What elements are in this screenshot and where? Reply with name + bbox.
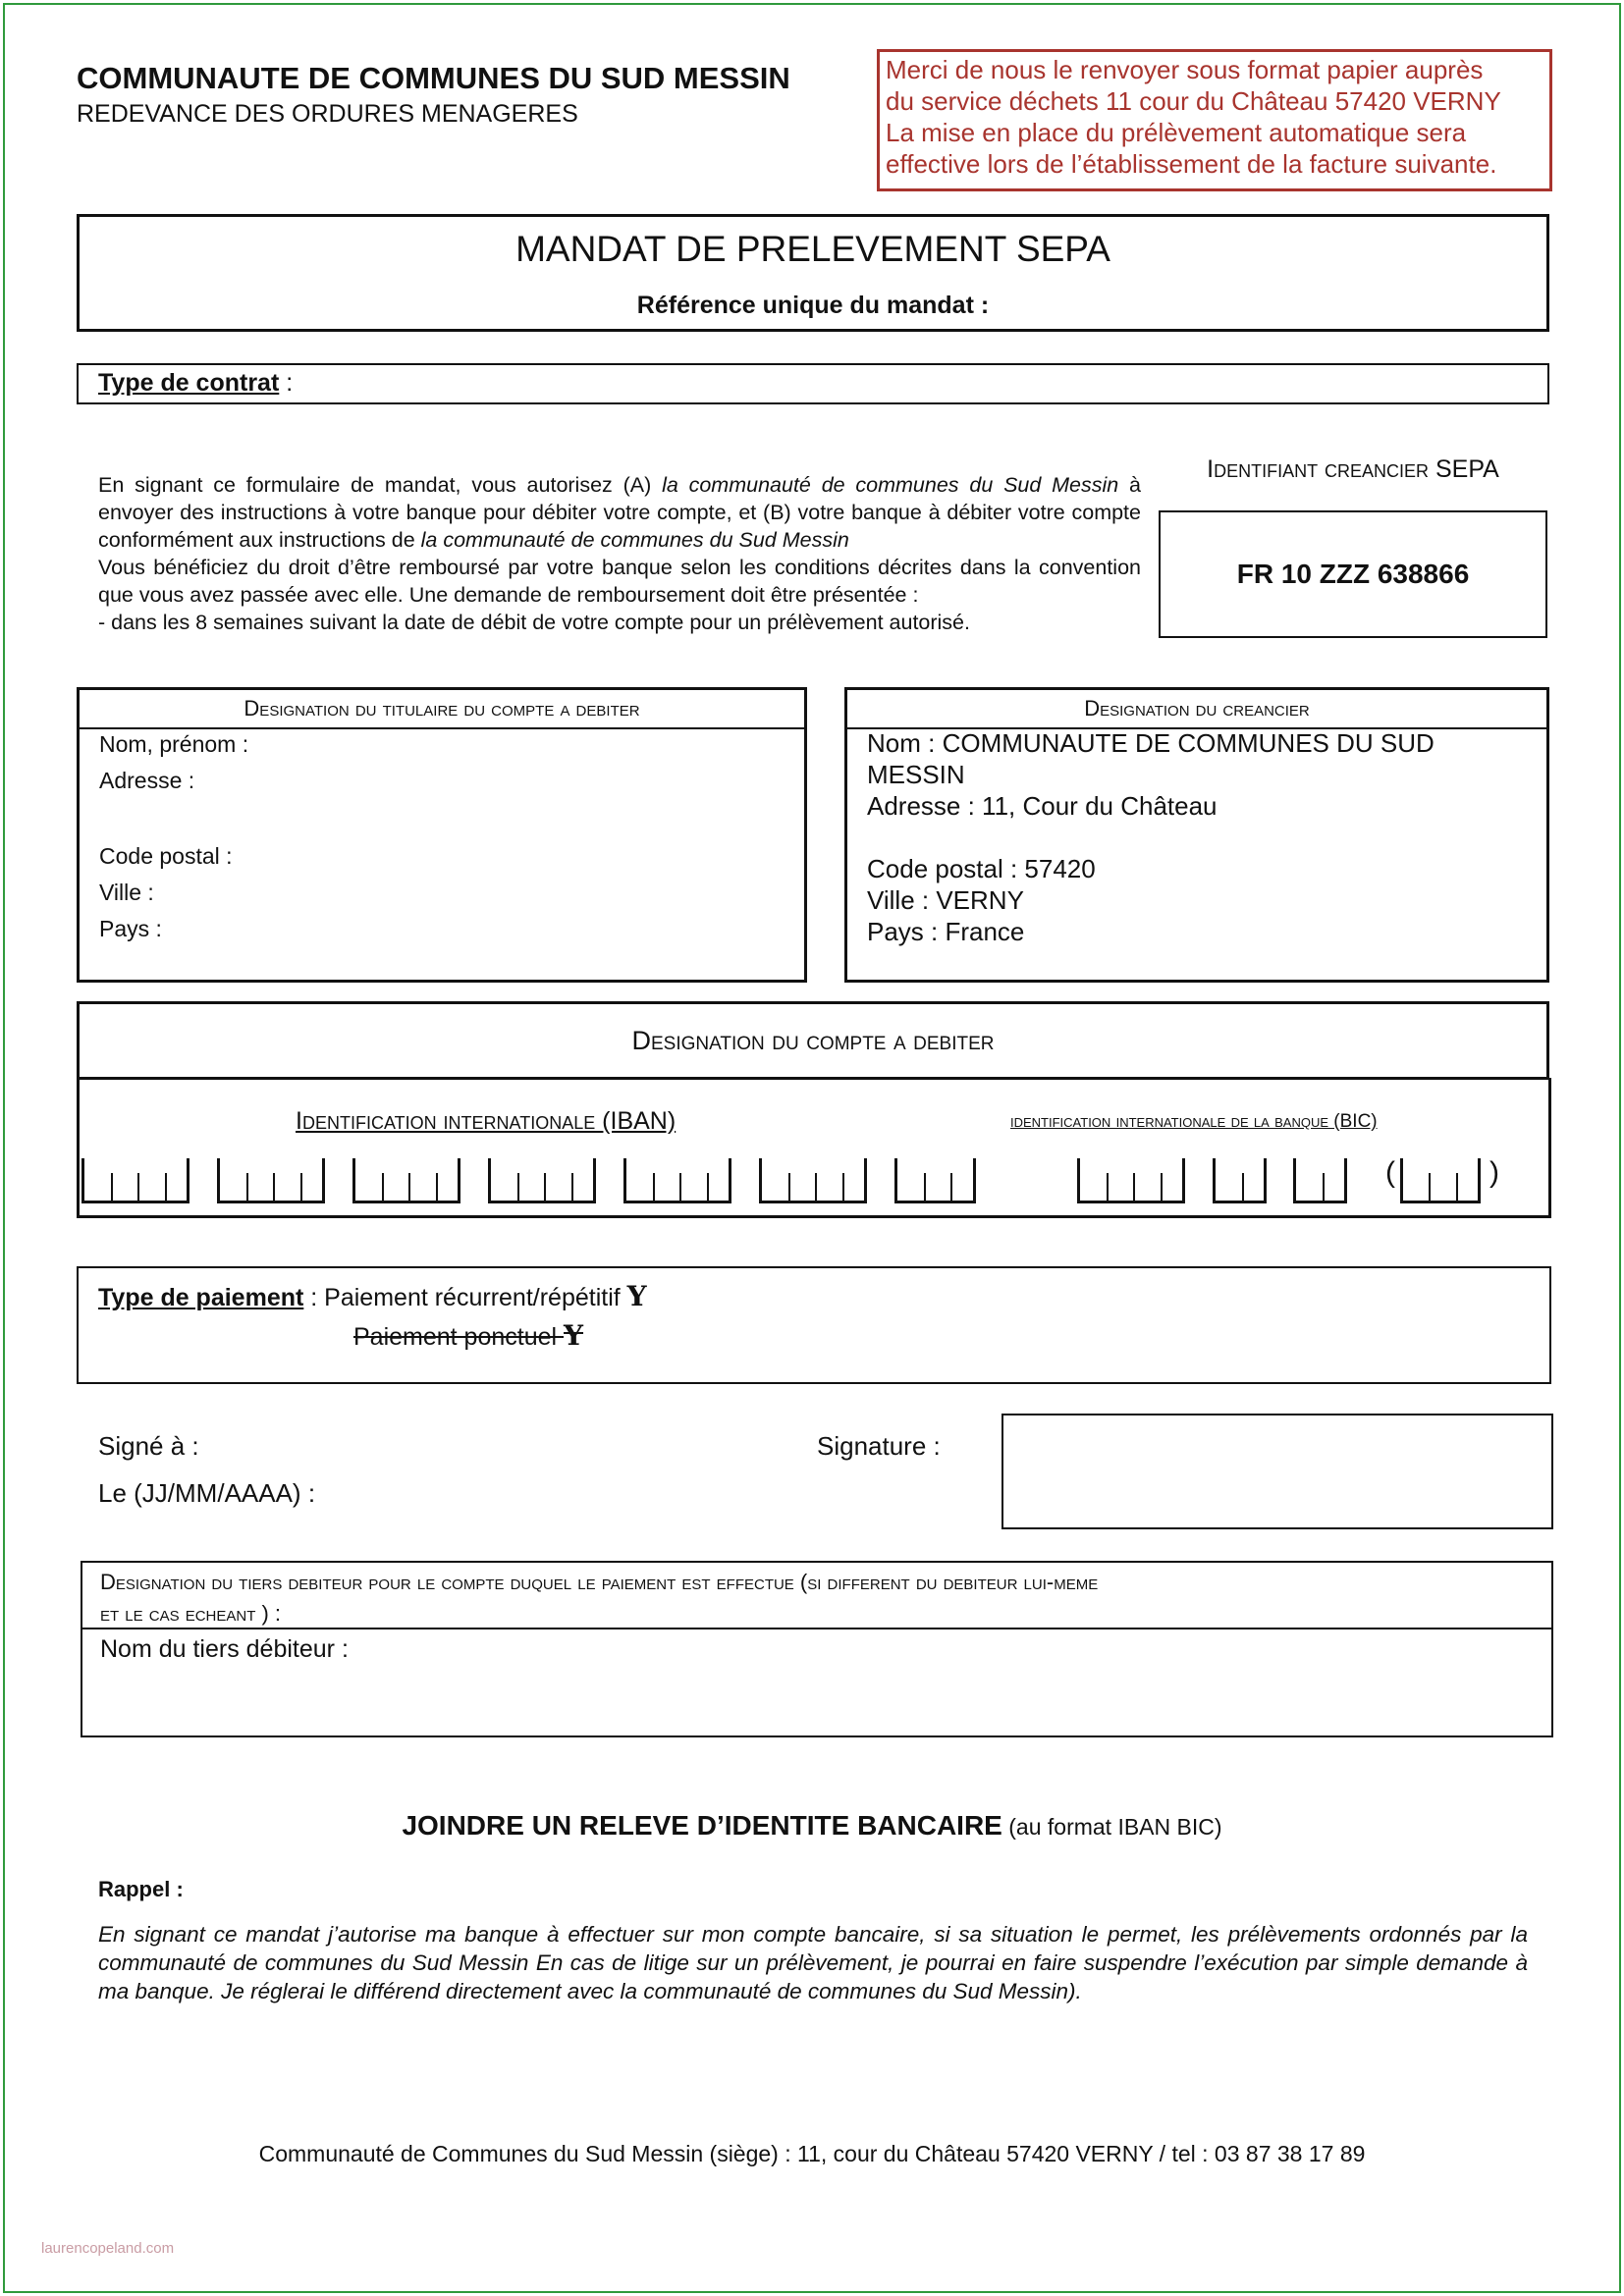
reminder-label: Rappel : bbox=[98, 1877, 184, 1901]
footer-address: Communauté de Communes du Sud Messin (siège) : 11, cour du Château 57420 VERNY / tel : 03 87 38 17 89 bbox=[258, 2141, 1366, 2166]
char-cell-group[interactable] bbox=[623, 1158, 731, 1203]
creditor-heading: Designation du creancier bbox=[847, 690, 1546, 729]
char-cell-divider bbox=[653, 1173, 655, 1201]
intro-creditor-name: la communauté de communes du Sud Messin bbox=[420, 528, 849, 552]
char-cell-group[interactable] bbox=[352, 1158, 460, 1203]
signature-box[interactable] bbox=[1001, 1414, 1553, 1529]
reminder-text: En signant ce mandat j’autorise ma banque à effectuer sur mon compte bancaire, si sa situation le permet, les prélèvements ordonnés par la communauté de communes du Sud Messin En cas de litige sur un prélèvement, je pourrai en faire suspendre l’exécution par simple demande à ma banque. Je réglerai le différend directement avec la communauté de communes du Sud Messin). bbox=[98, 1922, 1528, 2003]
third-party-heading-line: et le cas echeant ) : bbox=[100, 1601, 282, 1626]
payment-type-colon: : bbox=[303, 1284, 325, 1311]
payment-oneoff-label: Paiement ponctuel bbox=[353, 1323, 565, 1351]
creditor-postcode: Code postal : 57420 bbox=[867, 854, 1096, 883]
creditor-country: Pays : France bbox=[867, 917, 1025, 946]
creditor-address: Adresse : 11, Cour du Château bbox=[867, 791, 1218, 821]
char-cell-group[interactable] bbox=[1213, 1158, 1267, 1203]
char-cell-divider bbox=[111, 1173, 113, 1201]
char-cell-divider bbox=[1107, 1173, 1109, 1201]
char-cell-divider bbox=[842, 1173, 844, 1201]
char-cell-divider bbox=[950, 1173, 952, 1201]
creditor-name: Nom : COMMUNAUTE DE COMMUNES DU SUD bbox=[867, 728, 1435, 758]
char-cell-divider bbox=[544, 1173, 546, 1201]
notice-line: effective lors de l’établissement de la facture suivante. bbox=[886, 149, 1497, 179]
creditor-section bbox=[844, 687, 1549, 983]
contract-type-colon: : bbox=[279, 369, 294, 397]
intro-text: En signant ce formulaire de mandat, vous autorisez (A) bbox=[98, 473, 663, 497]
char-cell-group[interactable] bbox=[1400, 1158, 1481, 1203]
third-party-section bbox=[81, 1561, 1553, 1737]
signature-label: Signature : bbox=[817, 1431, 941, 1461]
iban-label: Identification internationale (IBAN) bbox=[296, 1107, 677, 1135]
notice-line: Merci de nous le renvoyer sous format papier auprès bbox=[886, 55, 1484, 84]
oneoff-check-mark: Y bbox=[564, 1319, 584, 1352]
char-cell-divider bbox=[815, 1173, 817, 1201]
char-cell-group[interactable] bbox=[81, 1158, 189, 1203]
watermark: laurencopeland.com bbox=[41, 2240, 175, 2257]
bic-paren-close: ) bbox=[1489, 1156, 1499, 1189]
refund-condition: - dans les 8 semaines suivant la date de débit de votre compte pour un prélèvement autorisé. bbox=[98, 611, 970, 634]
payment-oneoff-option[interactable] bbox=[353, 1319, 583, 1352]
creditor-id-label: Identifiant creancier SEPA bbox=[1207, 455, 1499, 483]
account-section bbox=[77, 1078, 1551, 1218]
char-cell-group[interactable] bbox=[1077, 1158, 1185, 1203]
char-cell-divider bbox=[382, 1173, 384, 1201]
payment-recurrent-option[interactable] bbox=[324, 1280, 647, 1312]
date-field[interactable]: Le (JJ/MM/AAAA) : bbox=[98, 1478, 316, 1508]
notice-line: La mise en place du prélèvement automatique sera bbox=[886, 118, 1467, 147]
char-cell-divider bbox=[1429, 1173, 1431, 1201]
account-heading: Designation du compte a debiter bbox=[77, 1001, 1549, 1080]
char-cell-divider bbox=[707, 1173, 709, 1201]
page-title: MANDAT DE PRELEVEMENT SEPA bbox=[515, 229, 1110, 269]
intro-creditor-name: la communauté de communes du Sud Messin bbox=[662, 473, 1119, 497]
char-cell-divider bbox=[436, 1173, 438, 1201]
attach-rib-instruction bbox=[0, 1810, 1624, 1842]
char-cell-divider bbox=[246, 1173, 248, 1201]
return-notice bbox=[877, 49, 1552, 191]
authorization-text bbox=[98, 471, 1141, 636]
char-cell-divider bbox=[1161, 1173, 1163, 1201]
contract-type-label: Type de contrat bbox=[98, 369, 280, 397]
char-cell-divider bbox=[788, 1173, 790, 1201]
payment-type-section bbox=[77, 1266, 1551, 1384]
recurrent-check-mark: Y bbox=[626, 1280, 647, 1312]
third-party-name-field[interactable]: Nom du tiers débiteur : bbox=[100, 1635, 349, 1663]
holder-name-field[interactable]: Nom, prénom : bbox=[99, 731, 249, 757]
notice-line: du service déchets 11 cour du Château 57420 VERNY bbox=[886, 86, 1501, 116]
refund-text: Vous bénéficiez du droit d’être remboursé par votre banque selon les conditions décrites dans la convention que vous avez passée avec elle. Une demande de remboursement doit être présentée : bbox=[98, 556, 1141, 607]
org-name: COMMUNAUTE DE COMMUNES DU SUD MESSIN bbox=[77, 61, 790, 95]
creditor-id-value: FR 10 ZZZ 638866 bbox=[1159, 510, 1547, 638]
char-cell-divider bbox=[273, 1173, 275, 1201]
signed-at-field[interactable]: Signé à : bbox=[98, 1431, 199, 1461]
holder-country-field[interactable]: Pays : bbox=[99, 916, 162, 941]
char-cell-divider bbox=[924, 1173, 926, 1201]
char-cell-divider bbox=[1133, 1173, 1135, 1201]
char-cell-group[interactable] bbox=[217, 1158, 325, 1203]
char-cell-divider bbox=[408, 1173, 410, 1201]
char-cell-group[interactable] bbox=[894, 1158, 976, 1203]
third-party-heading bbox=[82, 1563, 1551, 1629]
creditor-city: Ville : VERNY bbox=[867, 885, 1024, 915]
account-holder-section bbox=[77, 687, 807, 983]
attach-rib-main: JOINDRE UN RELEVE D’IDENTITE BANCAIRE bbox=[402, 1810, 1002, 1841]
payment-recurrent-label: Paiement récurrent/répétitif bbox=[324, 1284, 627, 1311]
char-cell-divider bbox=[679, 1173, 681, 1201]
char-cell-group[interactable] bbox=[759, 1158, 867, 1203]
intro-text: à envoyer des instructions à votre banque pour débiter votre compte, et (B) votre banque à débiter votre compte conformément aux instructions de bbox=[98, 473, 1141, 552]
char-cell-group[interactable] bbox=[488, 1158, 596, 1203]
char-cell-divider bbox=[1456, 1173, 1458, 1201]
char-cell-divider bbox=[300, 1173, 302, 1201]
holder-postcode-field[interactable]: Code postal : bbox=[99, 843, 233, 869]
contract-type-field[interactable] bbox=[77, 363, 1549, 404]
creditor-name-cont: MESSIN bbox=[867, 760, 965, 789]
char-cell-divider bbox=[1242, 1173, 1244, 1201]
char-cell-divider bbox=[165, 1173, 167, 1201]
holder-address-field[interactable]: Adresse : bbox=[99, 768, 195, 793]
holder-city-field[interactable]: Ville : bbox=[99, 880, 154, 905]
attach-rib-note: (au format IBAN BIC) bbox=[1001, 1814, 1222, 1840]
payment-type-label: Type de paiement bbox=[98, 1284, 304, 1311]
char-cell-divider bbox=[1323, 1173, 1325, 1201]
account-holder-heading: Designation du titulaire du compte a debiter bbox=[80, 690, 804, 729]
char-cell-divider bbox=[137, 1173, 139, 1201]
char-cell-divider bbox=[517, 1173, 519, 1201]
org-subtitle: REDEVANCE DES ORDURES MENAGERES bbox=[77, 100, 578, 128]
bic-label: identification internationale de la banque (BIC) bbox=[1010, 1111, 1378, 1132]
char-cell-divider bbox=[571, 1173, 573, 1201]
bic-paren-open: ( bbox=[1385, 1156, 1395, 1189]
third-party-heading-line: Designation du tiers debiteur pour le compte duquel le paiement est effectue (si different du debiteur lui-meme bbox=[100, 1570, 1099, 1594]
mandate-reference-label[interactable]: Référence unique du mandat : bbox=[636, 292, 990, 319]
title-box bbox=[77, 214, 1549, 332]
char-cell-group[interactable] bbox=[1293, 1158, 1347, 1203]
